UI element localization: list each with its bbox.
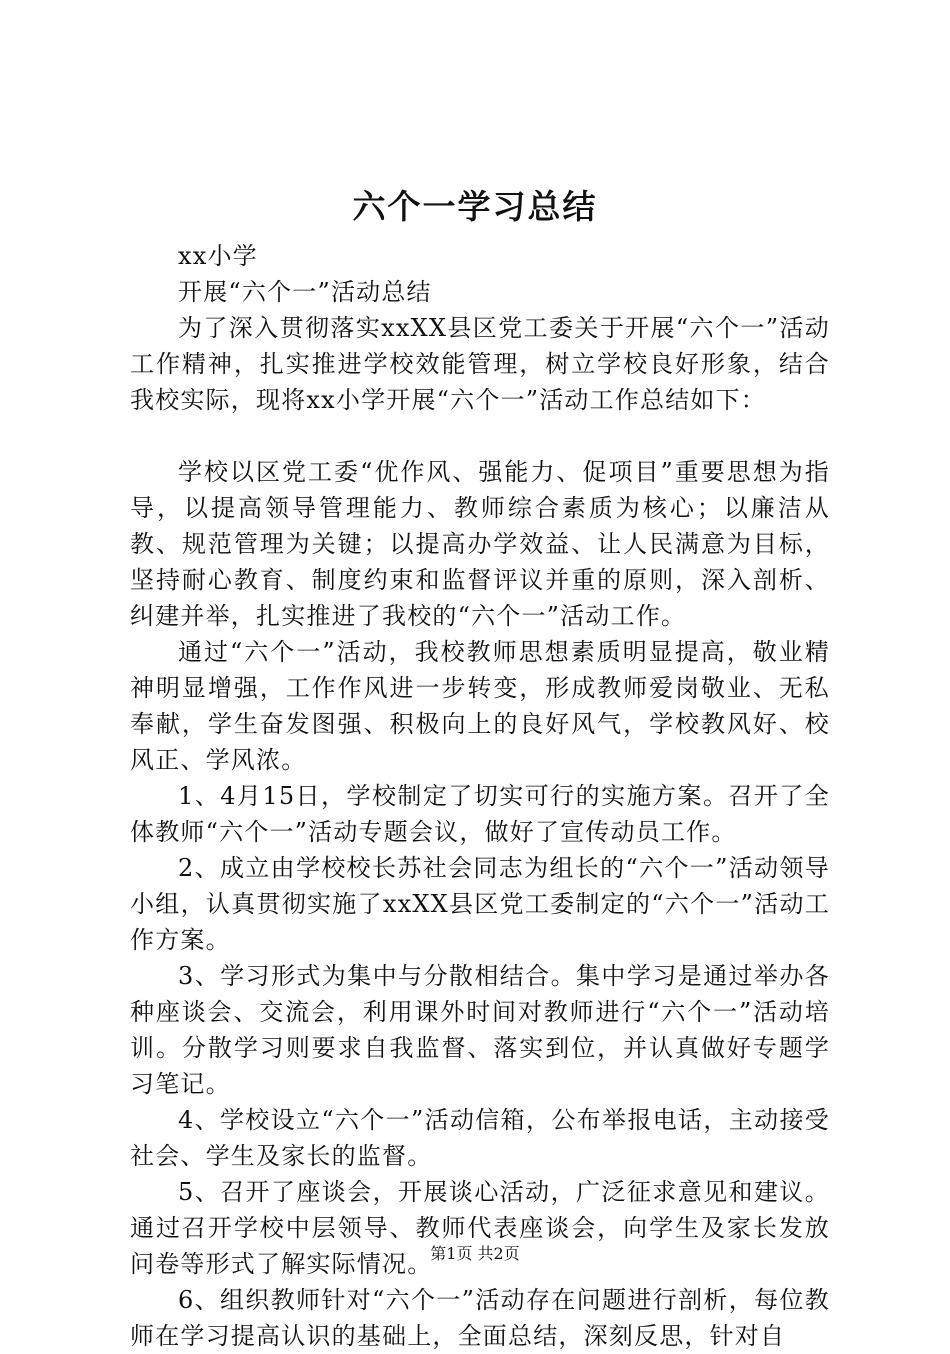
- paragraph-school: xx小学: [178, 242, 258, 270]
- paragraph-subtitle: 开展“六个一”活动总结: [178, 278, 432, 306]
- document-body: [130, 238, 830, 1354]
- paragraph-guiding-principle: 学校以区党工委“优作风、强能力、促项目”重要思想为指导，以提高领导管理能力、教师综合素质为核心；以廉洁从教、规范管理为关键；以提高办学效益、让人民满意为目标，坚持耐心教育、制度约束和监督评议并重的原则，深入剖析、纠建并举，扎实推进了我校的“六个一”活动工作。: [130, 458, 830, 630]
- paragraph-item-3: 3、学习形式为集中与分散相结合。集中学习是通过举办各种座谈会、交流会，利用课外时间对教师进行“六个一”活动培训。分散学习则要求自我监督、落实到位，并认真做好专题学习笔记。: [130, 962, 830, 1098]
- paragraph-intro: 为了深入贯彻落实xxXX县区党工委关于开展“六个一”活动工作精神，扎实推进学校效能管理，树立学校良好形象，结合我校实际，现将xx小学开展“六个一”活动工作总结如下：: [130, 314, 830, 414]
- page-number-footer: 第1页 共2页: [430, 1244, 520, 1263]
- paragraph-item-4: 4、学校设立“六个一”活动信箱，公布举报电话，主动接受社会、学生及家长的监督。: [130, 1106, 830, 1170]
- paragraph-item-5: 5、召开了座谈会，开展谈心活动，广泛征求意见和建议。通过召开学校中层领导、教师代表座谈会，向学生及家长发放问卷等形式了解实际情况。: [130, 1178, 830, 1278]
- paragraph-results: 通过“六个一”活动，我校教师思想素质明显提高，敬业精神明显增强，工作作风进一步转变，形成教师爱岗敬业、无私奉献，学生奋发图强、积极向上的良好风气，学校教风好、校风正、学风浓。: [130, 638, 830, 774]
- document-title: 六个一学习总结: [352, 187, 598, 226]
- paragraph-item-6: 6、组织教师针对“六个一”活动存在问题进行剖析，每位教师在学习提高认识的基础上，全面总结，深刻反思，针对自: [130, 1286, 830, 1350]
- paragraph-item-1: 1、4月15日，学校制定了切实可行的实施方案。召开了全体教师“六个一”活动专题会议，做好了宣传动员工作。: [130, 782, 830, 846]
- paragraph-item-2: 2、成立由学校校长苏社会同志为组长的“六个一”活动领导小组，认真贯彻实施了xxXX县区党工委制定的“六个一”活动工作方案。: [130, 854, 830, 954]
